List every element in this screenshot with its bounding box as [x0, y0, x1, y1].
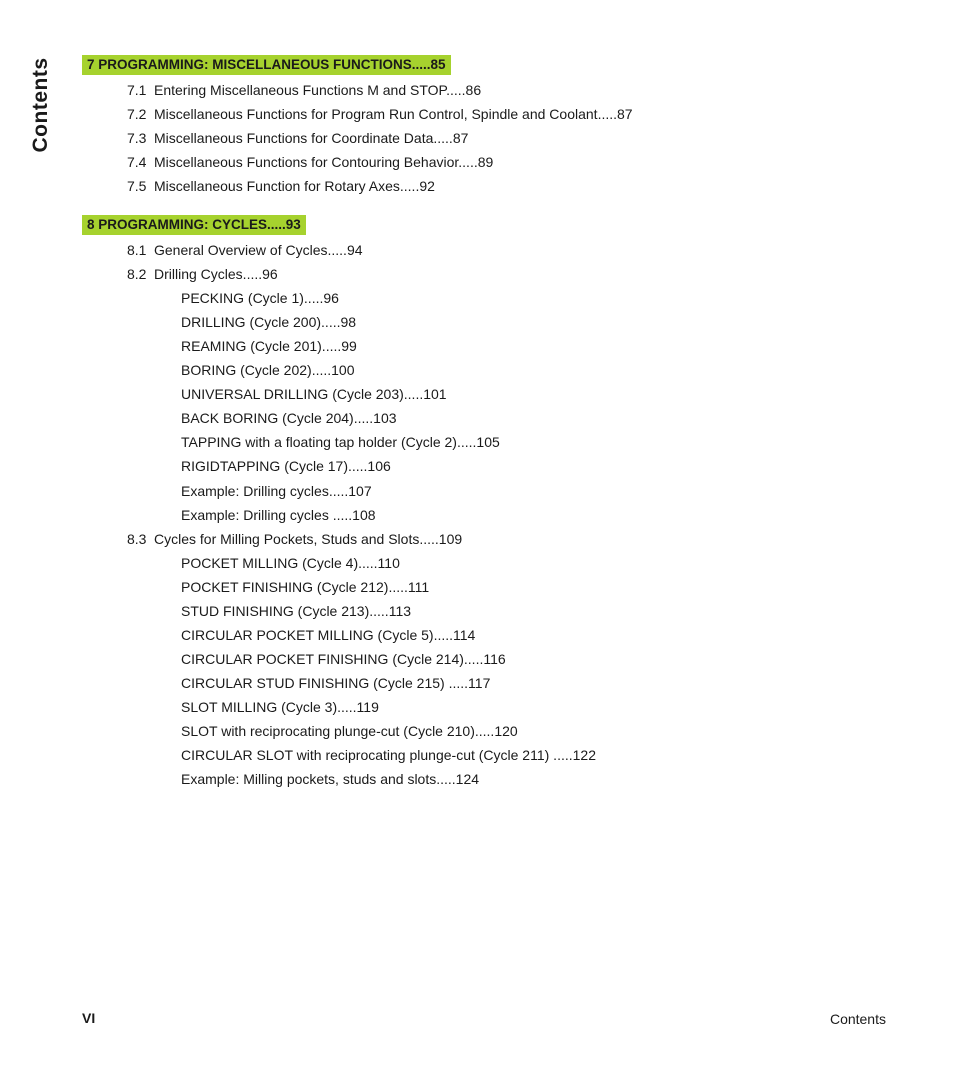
- toc-item[interactable]: Example: Drilling cycles.....107: [181, 483, 372, 499]
- toc-item[interactable]: BACK BORING (Cycle 204).....103: [181, 410, 397, 426]
- toc-section-7-4[interactable]: [127, 153, 493, 171]
- toc-item[interactable]: Example: Drilling cycles .....108: [181, 507, 376, 523]
- toc-item[interactable]: STUD FINISHING (Cycle 213).....113: [181, 603, 412, 619]
- section-title: Miscellaneous Function for Rotary Axes.....92: [154, 178, 435, 194]
- section-number: 7.4: [127, 154, 147, 170]
- section-title: General Overview of Cycles.....94: [154, 242, 363, 258]
- toc-item[interactable]: RIGIDTAPPING (Cycle 17).....106: [181, 458, 391, 474]
- toc-item[interactable]: CIRCULAR POCKET MILLING (Cycle 5).....114: [181, 627, 476, 643]
- toc-item[interactable]: TAPPING with a floating tap holder (Cycle 2).....105: [181, 434, 500, 450]
- side-title-text: Contents: [29, 57, 52, 152]
- section-title: Drilling Cycles.....96: [154, 266, 278, 282]
- page-number: VI: [82, 1010, 96, 1026]
- running-title: Contents: [829, 1011, 886, 1027]
- section-number: 8.2: [127, 266, 147, 282]
- toc-item[interactable]: CIRCULAR STUD FINISHING (Cycle 215) .....117: [181, 675, 491, 691]
- section-number: 7.2: [127, 106, 147, 122]
- section-number: 7.5: [127, 178, 147, 194]
- section-number: 7.3: [127, 130, 147, 146]
- section-title: Miscellaneous Functions for Contouring Behavior.....89: [154, 154, 494, 170]
- section-title: Miscellaneous Functions for Program Run Control, Spindle and Coolant.....87: [154, 106, 633, 122]
- toc-section-8-2[interactable]: [127, 265, 278, 283]
- toc-section-7-2[interactable]: [127, 105, 633, 123]
- toc-section-7-3[interactable]: [127, 129, 468, 147]
- section-number: 8.3: [127, 531, 147, 547]
- toc-section-8-3[interactable]: [127, 530, 462, 548]
- toc-item[interactable]: CIRCULAR POCKET FINISHING (Cycle 214).....116: [181, 651, 506, 667]
- section-number: 8.1: [127, 242, 147, 258]
- section-title: Entering Miscellaneous Functions M and STOP.....86: [154, 82, 482, 98]
- chapter-8-heading[interactable]: 8 PROGRAMMING: CYCLES.....93: [82, 215, 306, 235]
- toc-item[interactable]: REAMING (Cycle 201).....99: [181, 338, 357, 354]
- toc-item[interactable]: UNIVERSAL DRILLING (Cycle 203).....101: [181, 386, 447, 402]
- toc-section-7-5[interactable]: [127, 177, 435, 195]
- toc-item[interactable]: POCKET FINISHING (Cycle 212).....111: [181, 579, 430, 595]
- section-title: Cycles for Milling Pockets, Studs and Slots.....109: [154, 531, 463, 547]
- toc-section-8-1[interactable]: [127, 241, 363, 259]
- section-title: Miscellaneous Functions for Coordinate Data.....87: [154, 130, 469, 146]
- toc-item[interactable]: Example: Milling pockets, studs and slots.....124: [181, 771, 480, 787]
- chapter-7-heading[interactable]: 7 PROGRAMMING: MISCELLANEOUS FUNCTIONS.....85: [82, 55, 451, 75]
- side-title: [28, 52, 54, 157]
- toc-item[interactable]: SLOT with reciprocating plunge-cut (Cycle 210).....120: [181, 723, 518, 739]
- toc-item[interactable]: BORING (Cycle 202).....100: [181, 362, 355, 378]
- section-number: 7.1: [127, 82, 147, 98]
- toc-item[interactable]: PECKING (Cycle 1).....96: [181, 290, 339, 306]
- toc-section-7-1[interactable]: [127, 81, 481, 99]
- toc-item[interactable]: CIRCULAR SLOT with reciprocating plunge-cut (Cycle 211) .....122: [181, 747, 596, 763]
- toc-item[interactable]: SLOT MILLING (Cycle 3).....119: [181, 699, 379, 715]
- toc-item[interactable]: POCKET MILLING (Cycle 4).....110: [181, 555, 400, 571]
- toc-item[interactable]: DRILLING (Cycle 200).....98: [181, 314, 357, 330]
